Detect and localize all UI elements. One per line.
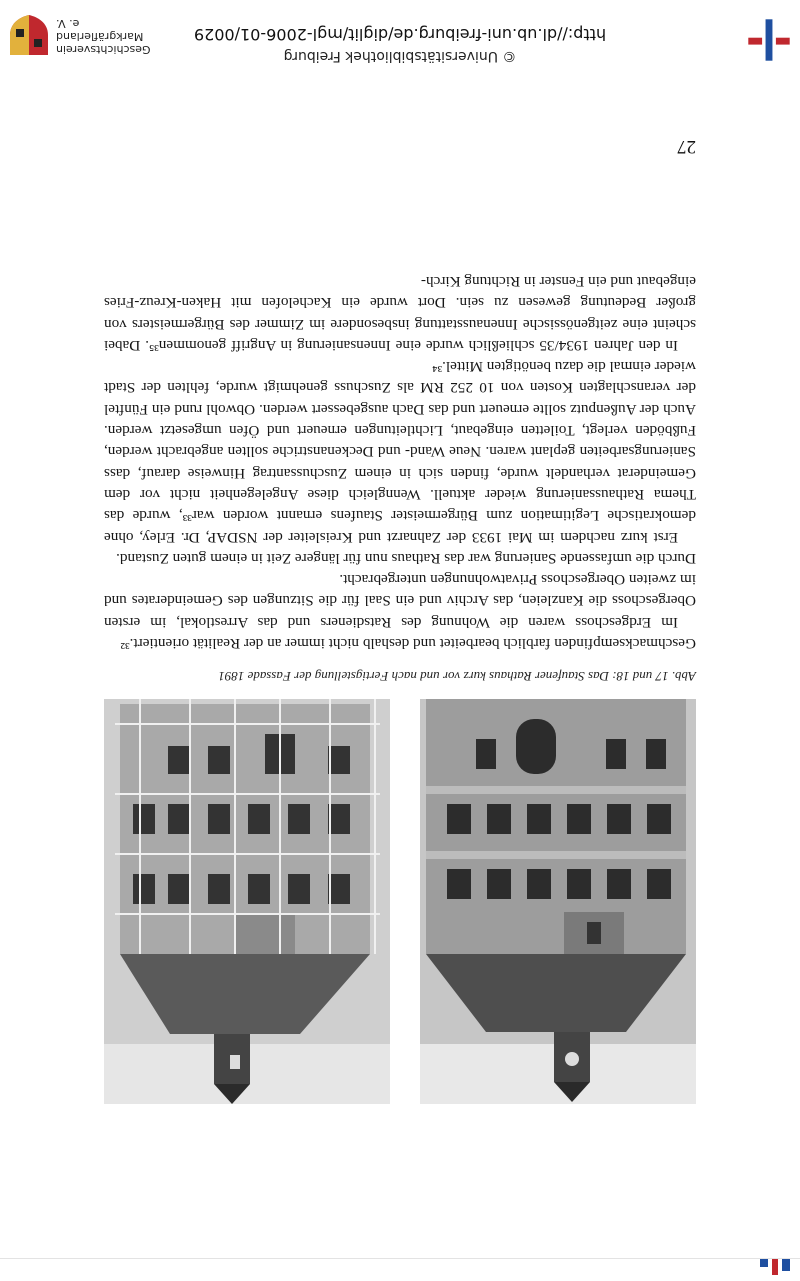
footer-strip	[0, 1190, 800, 1259]
permalink-url[interactable]: http://dl.ub.uni-freiburg.de/diglit/mgl-2006-01/0029	[193, 25, 607, 44]
society-label	[56, 17, 152, 56]
photo-rathaus-after	[420, 699, 696, 1104]
scanned-page	[0, 69, 800, 1239]
paragraph: Erst kurz nachdem im Mai 1933 der Zahnarzt und Kreisleiter der NSDAP, Dr. Erley, ohne demokratische Legitimation zum Bürgermeister Staufens ernannt worden war³³, wurde das Thema Rathaussanierung wieder aktuell. Wenngleich diese Angelegenheit nicht vor dem Gemeinderat verhandelt wurde, finden sich in einem Zuschussantrag Hinweise darauf, dass Sanierungsarbeiten geplant waren. Neue Wand- und Deckenanstriche sollten angebracht werden, Fußböden verlegt, Toiletten eingebaut, Lichtleitungen erneuert und Öfen umgesetzt werden. Auch der Außenputz sollte erneuert und das Dach ausgebessert werden. Obwohl rund ein Fünftel der veranschlagten Kosten von 10 252 RM als Zuschuss genehmigt wurde, fehlten der Stadt wieder einmal die dazu benötigten Mittel.³⁴	[104, 358, 696, 546]
society-logo-icon	[6, 13, 52, 59]
copyright-text: © Universitätsbibliothek Freiburg	[283, 48, 517, 64]
body-text	[104, 271, 696, 654]
figure-caption: Abb. 17 und 18: Das Staufener Rathaus kurz vor und nach Fertigstellung der Fassade 1891	[218, 669, 696, 684]
paragraph: Im Erdgeschoss waren die Wohnung des Ratsdieners und das Arrestlokal, im ersten Obergeschoss die Kanzleien, das Archiv und ein Saal für die Sitzungen des Gemeinderates und im zweiten Obergeschoss Privatwohnungen untergebracht.	[104, 571, 696, 631]
paragraph: Geschmacksempfinden farblich bearbeitet und deshalb nicht immer an der Realität orientiert.³²	[120, 635, 696, 652]
society-label-line2: Markgräflerland e. V.	[56, 17, 144, 43]
page-number: 27	[677, 136, 696, 157]
footer-background	[0, 1189, 800, 1259]
paragraph: In den Jahren 1934/35 schließlich wurde eine Innensanierung in Angriff genommen³⁵. Dabei scheint eine zeitgenössische Innenausstattung insbesondere im Zimmer des Bürgermeisters von großer Bedeutung gewesen zu sein. Dort wurde ein Kachelofen mit Haken-Kreuz-Fries eingebaut und ein Fenster in Richtung Kirch-	[104, 272, 696, 354]
paragraph: Durch die umfassende Sanierung war das Rathaus nun für längere Zeit in einem guten Zustand.	[116, 549, 696, 567]
society-label-line1: Geschichtsverein	[56, 43, 151, 56]
university-logo-icon	[752, 23, 792, 63]
photo-rathaus-before	[104, 699, 390, 1104]
